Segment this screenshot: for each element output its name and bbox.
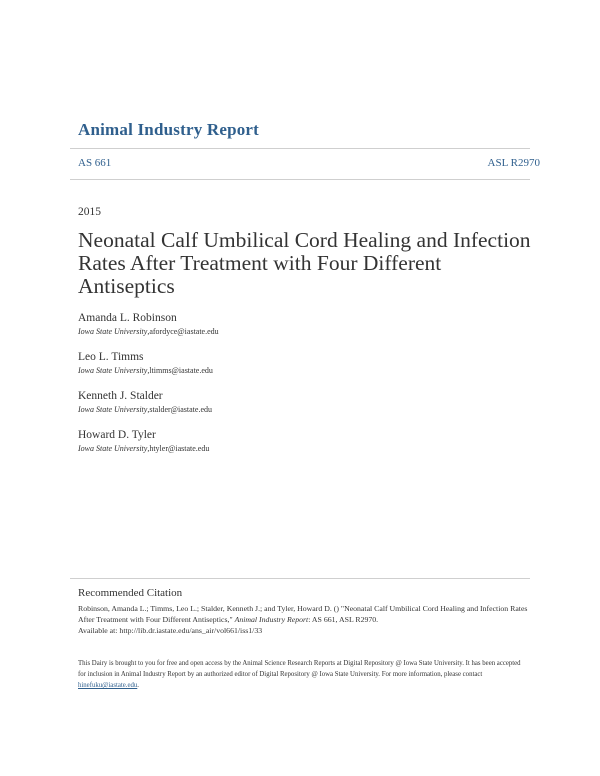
publication-year: 2015: [78, 206, 101, 218]
series-number-right[interactable]: ASL R2970: [487, 157, 540, 169]
top-divider: [70, 148, 530, 149]
contact-email-link[interactable]: hinefuku@iastate.edu: [78, 682, 138, 689]
report-title[interactable]: Animal Industry Report: [78, 120, 260, 139]
author-email[interactable]: stalder@iastate.edu: [149, 405, 213, 414]
author-email[interactable]: ltimms@iastate.edu: [149, 366, 213, 375]
notice-end: .: [137, 682, 139, 689]
notice-text: This Dairy is brought to you for free and open access by the Animal Science Research Reports at Digital Repository @ Iowa State University. It has been accepted for inclusion in Animal Industry Report by an authorized editor of Digital Repository @ Iowa State University. For more information, please contact: [78, 660, 521, 678]
citation-url[interactable]: Available at: http://lib.dr.iastate.edu/ans_air/vol661/iss1/33: [78, 626, 263, 635]
author-name: Howard D. Tyler: [78, 429, 156, 441]
citation-text: [78, 603, 533, 636]
author-email[interactable]: afordyce@iastate.edu: [149, 327, 219, 336]
author-name: Kenneth J. Stalder: [78, 390, 163, 402]
author-entry: [78, 428, 219, 454]
series-number-left[interactable]: AS 661: [78, 157, 112, 169]
author-list: [78, 311, 219, 467]
author-institution: Iowa State University: [78, 444, 148, 453]
repository-notice: [78, 658, 528, 691]
author-institution: Iowa State University: [78, 327, 148, 336]
author-affiliation: Iowa State University,htyler@iastate.edu: [78, 444, 210, 453]
author-entry: [78, 350, 219, 376]
author-affiliation: Iowa State University,stalder@iastate.edu: [78, 405, 213, 414]
author-entry: [78, 311, 219, 337]
author-institution: Iowa State University: [78, 366, 148, 375]
author-affiliation: Iowa State University,ltimms@iastate.edu: [78, 366, 213, 375]
citation-authors: Robinson, Amanda L.; Timms, Leo L.; Stalder, Kenneth J.; and Tyler, Howard D. () "Neonatal Calf Umbilical Cord Healing and Infection Rates After Treatment with Four Different Antiseptics,": [78, 604, 528, 624]
author-affiliation: Iowa State University,afordyce@iastate.edu: [78, 327, 219, 336]
citation-heading: Recommended Citation: [78, 587, 183, 599]
header-divider: [70, 179, 530, 180]
article-title: Neonatal Calf Umbilical Cord Healing and Infection Rates After Treatment with Four Different Antiseptics: [78, 228, 531, 298]
citation-journal: Animal Industry Report: [234, 615, 309, 624]
author-entry: [78, 389, 219, 415]
author-name: Amanda L. Robinson: [78, 312, 177, 324]
author-email[interactable]: htyler@iastate.edu: [149, 444, 210, 453]
citation-divider: [70, 578, 530, 579]
citation-journal-suffix: : AS 661, ASL R2970.: [308, 615, 379, 624]
author-name: Leo L. Timms: [78, 351, 144, 363]
author-institution: Iowa State University: [78, 405, 148, 414]
